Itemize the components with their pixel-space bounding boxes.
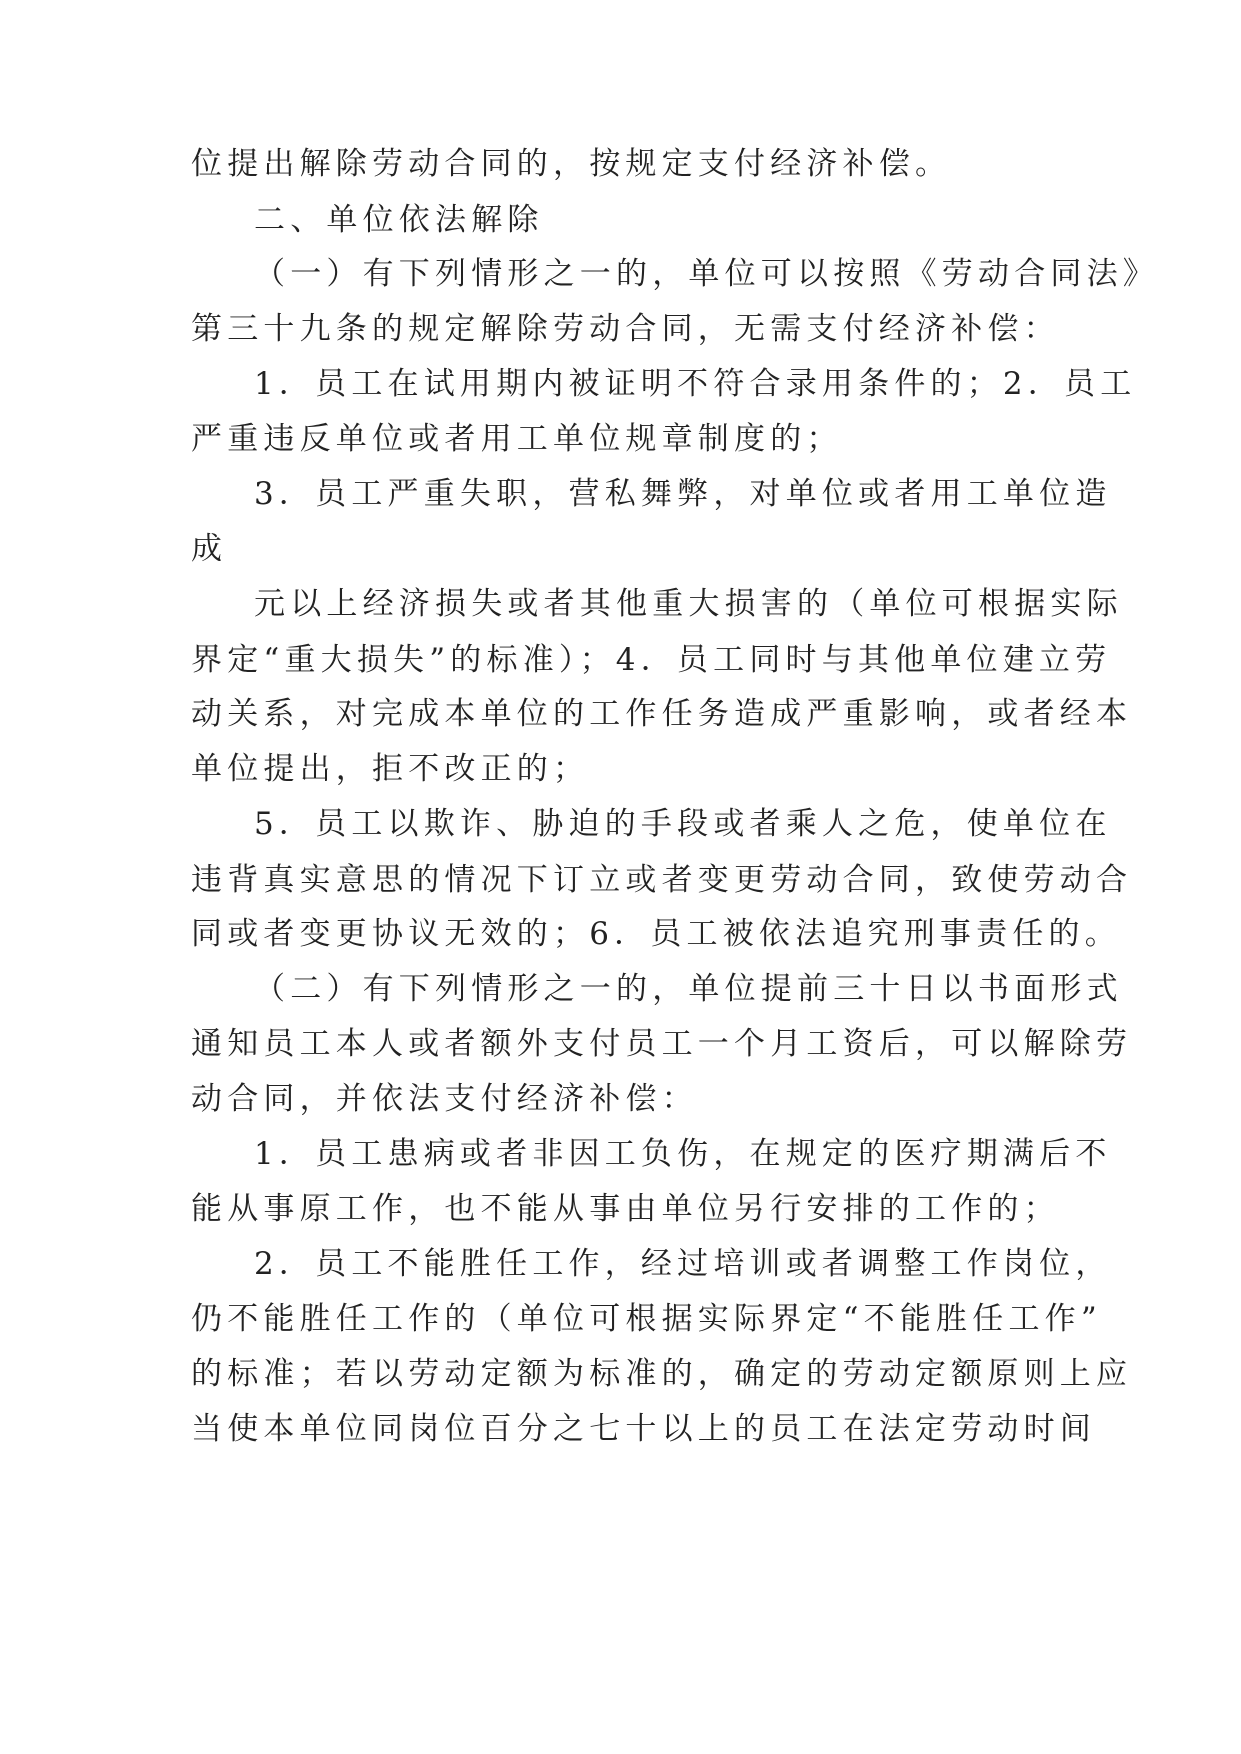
text-line: 动合同，并依法支付经济补偿： <box>191 1081 698 1117</box>
text-line: 成 <box>191 531 228 567</box>
text-line: 1．员工在试用期内被证明不符合录用条件的；2．员工 <box>254 366 1137 402</box>
text-line: （一）有下列情形之一的，单位可以按照《劳动合同法》 <box>254 256 1159 292</box>
text-line: 同或者变更协议无效的；6．员工被依法追究刑事责任的。 <box>191 916 1121 952</box>
text-line: 违背真实意思的情况下订立或者变更劳动合同，致使劳动合 <box>191 862 1133 898</box>
text-line: 严重违反单位或者用工单位规章制度的； <box>191 421 843 457</box>
text-line: （二）有下列情形之一的，单位提前三十日以书面形式 <box>254 971 1123 1007</box>
text-line: 当使本单位同岗位百分之七十以上的员工在法定劳动时间 <box>191 1411 1096 1447</box>
text-line: 仍不能胜任工作的（单位可根据实际界定“不能胜任工作” <box>191 1301 1102 1337</box>
text-line: 元以上经济损失或者其他重大损害的（单位可根据实际 <box>254 586 1123 622</box>
text-line: 5．员工以欺诈、胁迫的手段或者乘人之危，使单位在 <box>254 806 1112 842</box>
text-line: 动关系，对完成本单位的工作任务造成严重影响，或者经本 <box>191 696 1133 732</box>
text-line: 2．员工不能胜任工作，经过培训或者调整工作岗位， <box>254 1246 1112 1282</box>
text-line: 3．员工严重失职，营私舞弊，对单位或者用工单位造 <box>254 476 1112 512</box>
text-line: 1．员工患病或者非因工负伤，在规定的医疗期满后不 <box>254 1136 1112 1172</box>
text-line: 通知员工本人或者额外支付员工一个月工资后，可以解除劳 <box>191 1026 1133 1062</box>
text-line: 能从事原工作，也不能从事由单位另行安排的工作的； <box>191 1191 1060 1227</box>
text-line: 第三十九条的规定解除劳动合同，无需支付经济补偿： <box>191 311 1060 347</box>
text-line: 界定“重大损失”的标准）；4．员工同时与其他单位建立劳 <box>191 642 1112 678</box>
text-line: 单位提出，拒不改正的； <box>191 751 590 787</box>
text-line: 的标准；若以劳动定额为标准的，确定的劳动定额原则上应 <box>191 1356 1133 1392</box>
text-line: 位提出解除劳动合同的，按规定支付经济补偿。 <box>191 146 952 182</box>
section-heading: 二、单位依法解除 <box>254 202 544 238</box>
